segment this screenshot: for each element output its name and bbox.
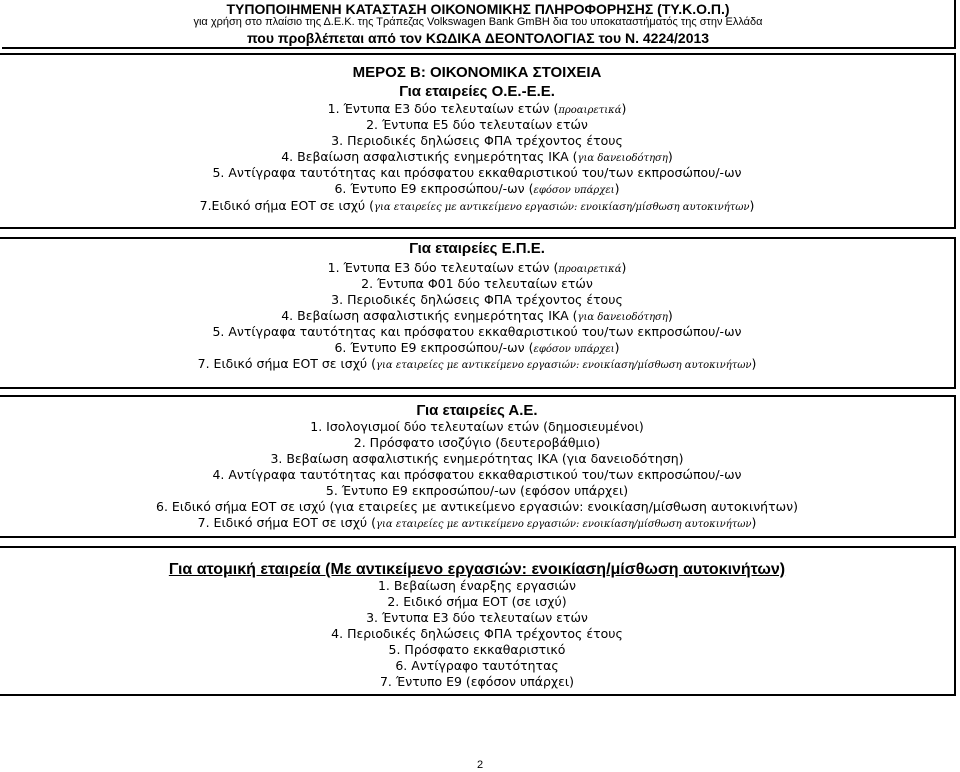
page-number: 2 <box>476 759 484 771</box>
list-item: 5. Αντίγραφα ταυτότητας και πρόσφατου εκκαθαριστικού του/των εκπροσώπου/-ων <box>212 324 742 339</box>
section-title: Για εταιρείες Ο.Ε.-Ε.Ε. <box>399 83 555 100</box>
list-item: 6. Έντυπο Ε9 εκπροσώπου/-ων (εφόσον υπάρχει) <box>334 340 620 355</box>
section-individual-company <box>0 546 956 696</box>
list-item: 4. Βεβαίωση ασφαλιστικής ενημερότητας ΙΚΑ (για δανειοδότηση) <box>281 308 673 323</box>
section-ae <box>0 395 956 538</box>
section-title: Για ατομική εταιρεία (Με αντικείμενο εργασιών: ενοικίαση/μίσθωση αυτοκινήτων) <box>168 561 786 578</box>
list-item: 5. Έντυπο Ε9 εκπροσώπου/-ων (εφόσον υπάρχει) <box>325 483 629 498</box>
list-item: 4. Περιοδικές δηλώσεις ΦΠΑ τρέχοντος έτους <box>331 626 623 641</box>
list-item: 1. Έντυπα Ε3 δύο τελευταίων ετών (προαιρετικά) <box>327 101 627 116</box>
list-item: 1. Βεβαίωση έναρξης εργασιών <box>377 578 576 593</box>
list-item: 2. Έντυπα Ε5 δύο τελευταίων ετών <box>366 117 588 132</box>
list-item: 7. Έντυπο Ε9 (εφόσον υπάρχει) <box>379 674 574 689</box>
section-title: Για εταιρείες Ε.Π.Ε. <box>409 240 545 257</box>
list-item: 3. Έντυπα Ε3 δύο τελευταίων ετών <box>366 610 588 625</box>
list-item: 5. Πρόσφατο εκκαθαριστικό <box>388 642 566 657</box>
list-item: 6. Έντυπο Ε9 εκπροσώπου/-ων (εφόσον υπάρχει) <box>334 181 620 196</box>
list-item: 7. Ειδικό σήμα ΕΟΤ σε ισχύ (για εταιρείες με αντικείμενο εργασιών: ενοικίαση/μίσθωση αυτοκινήτων) <box>197 356 757 371</box>
list-item: 6. Αντίγραφο ταυτότητας <box>395 658 559 673</box>
header-title: ΤΥΠΟΠΟΙΗΜΕΝΗ ΚΑΤΑΣΤΑΣΗ ΟΙΚΟΝΟΜΙΚΗΣ ΠΛΗΡΟΦΟΡΗΣΗΣ (ΤΥ.Κ.Ο.Π.) <box>226 1 730 17</box>
list-item: 1. Έντυπα Ε3 δύο τελευταίων ετών (προαιρετικά) <box>327 260 627 275</box>
list-item: 2. Έντυπα Φ01 δύο τελευταίων ετών <box>361 276 593 291</box>
list-item: 1. Ισολογισμοί δύο τελευταίων ετών (δημοσιευμένοι) <box>310 419 644 434</box>
list-item: 3. Περιοδικές δηλώσεις ΦΠΑ τρέχοντος έτους <box>331 292 623 307</box>
list-item: 4. Βεβαίωση ασφαλιστικής ενημερότητας ΙΚΑ (για δανειοδότηση) <box>281 149 673 164</box>
list-item: 7.Ειδικό σήμα ΕΟΤ σε ισχύ (για εταιρείες με αντικείμενο εργασιών: ενοικίαση/μίσθωση αυτοκινήτων) <box>199 198 755 213</box>
section-epe <box>0 237 956 389</box>
section-title: Για εταιρείες Α.Ε. <box>416 402 538 419</box>
list-item: 2. Ειδικό σήμα ΕΟΤ (σε ισχύ) <box>387 594 567 609</box>
header-subtitle: για χρήση στο πλαίσιο της Δ.Ε.Κ. της Τράπεζας Volkswagen Bank GmBH δια του υποκαταστήματός της στην Ελλάδα <box>193 16 763 28</box>
list-item: 3. Βεβαίωση ασφαλιστικής ενημερότητας ΙΚΑ (για δανειοδότηση) <box>270 451 684 466</box>
list-item: 3. Περιοδικές δηλώσεις ΦΠΑ τρέχοντος έτους <box>331 133 623 148</box>
part-title: ΜΕΡΟΣ Β: ΟΙΚΟΝΟΜΙΚΑ ΣΤΟΙΧΕΙΑ <box>352 64 602 81</box>
section-oe-ee <box>0 53 956 229</box>
list-item: 4. Αντίγραφα ταυτότητας και πρόσφατου εκκαθαριστικού του/των εκπροσώπου/-ων <box>212 467 742 482</box>
list-item: 7. Ειδικό σήμα ΕΟΤ σε ισχύ (για εταιρείες με αντικείμενο εργασιών: ενοικίαση/μίσθωση αυτοκινήτων) <box>197 515 757 530</box>
list-item: 2. Πρόσφατο ισοζύγιο (δευτεροβάθμιο) <box>353 435 601 450</box>
list-item: 5. Αντίγραφα ταυτότητας και πρόσφατου εκκαθαριστικού του/των εκπροσώπου/-ων <box>212 165 742 180</box>
header-law-reference: που προβλέπεται από τον ΚΩΔΙΚΑ ΔΕΟΝΤΟΛΟΓΙΑΣ του Ν. 4224/2013 <box>246 30 710 46</box>
list-item: 6. Ειδικό σήμα ΕΟΤ σε ισχύ (για εταιρείες με αντικείμενο εργασιών: ενοικίαση/μίσθωση αυτοκινήτων) <box>156 499 798 514</box>
document-header <box>2 0 956 49</box>
